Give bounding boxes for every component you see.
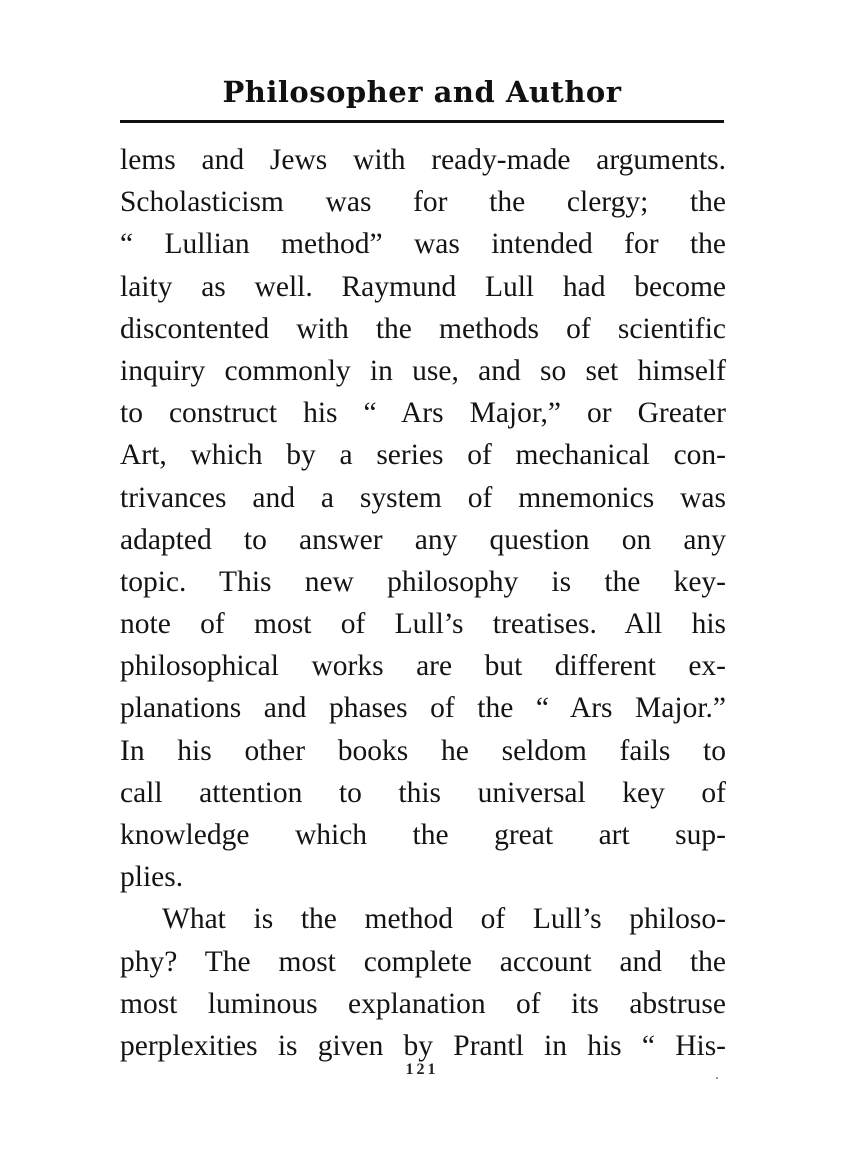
text-line: phy? The most complete account and the: [120, 945, 726, 978]
text-line: discontented with the methods of scientific: [120, 312, 726, 345]
running-head: Philosopher and Author: [222, 75, 622, 109]
text-line: most luminous explanation of its abstruse: [120, 987, 726, 1020]
paragraph-start-line: What is the method of Lull’s philoso-: [162, 903, 726, 936]
text-line: adapted to answer any question on any: [120, 523, 726, 556]
text-line: knowledge which the great art sup-: [120, 819, 726, 851]
text-line: lems and Jews with ready-made arguments.: [120, 144, 726, 176]
text-line: planations and phases of the “ Ars Major.”: [120, 692, 726, 725]
text-line: inquiry commonly in use, and so set himself: [120, 354, 726, 387]
text-line: plies.: [120, 861, 184, 894]
text-line: “ Lullian method” was intended for the: [120, 228, 726, 261]
text-line: to construct his “ Ars Major,” or Greater: [120, 397, 726, 430]
body-text: [120, 139, 726, 1067]
text-line: topic. This new philosophy is the key-: [120, 565, 726, 598]
text-line: note of most of Lull’s treatises. All his: [120, 608, 726, 641]
page-number: 121: [405, 1061, 439, 1078]
text-line: philosophical works are but different ex-: [120, 650, 726, 683]
text-line: laity as well. Raymund Lull had become: [120, 270, 726, 303]
text-line: In his other books he seldom fails to: [120, 734, 726, 767]
text-line: Art, which by a series of mechanical con-: [120, 439, 726, 472]
print-speck: [716, 1077, 718, 1079]
text-line: Scholasticism was for the clergy; the: [120, 186, 726, 219]
text-line: trivances and a system of mnemonics was: [120, 481, 726, 514]
header-rule: [120, 120, 724, 123]
text-line: call attention to this universal key of: [120, 776, 726, 809]
text-line: perplexities is given by Prantl in his “ His-: [120, 1029, 726, 1062]
